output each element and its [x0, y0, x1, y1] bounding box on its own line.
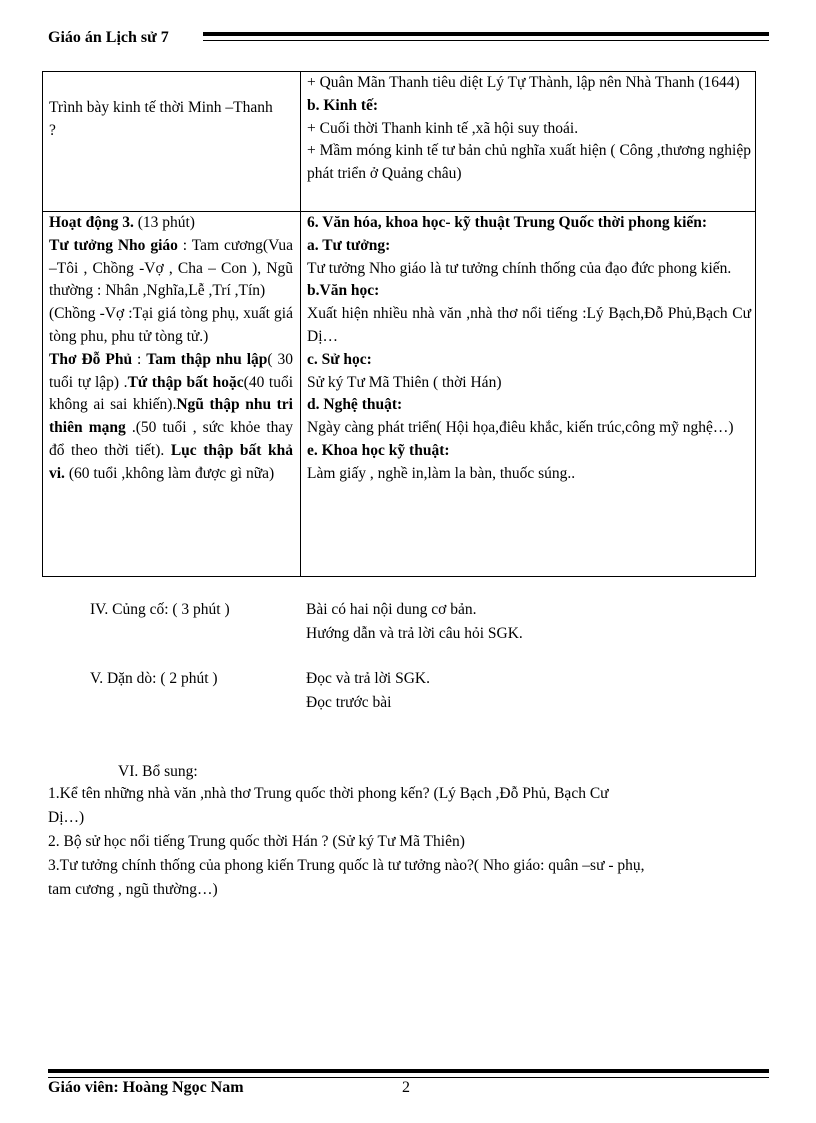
tu-label: Tứ thập bất hoặc: [127, 373, 244, 391]
header-rule: [203, 32, 769, 41]
question-1-line2: Dị…): [48, 809, 85, 826]
row1-line2: + Cuối thời Thanh kinh tế ,xã hội suy thoái.: [307, 119, 579, 137]
section-v-label: V. Dặn dò: ( 2 phút ): [90, 670, 218, 687]
section-v-line1: Đọc và trả lời SGK.: [306, 670, 430, 687]
activity-time: (13 phút): [133, 214, 195, 231]
activity-label: Hoạt động 3.: [49, 214, 134, 231]
section-vi-questions: [48, 782, 778, 902]
tho-separator: :: [132, 350, 147, 368]
nho-label: Tư tưởng Nho giáo: [49, 236, 178, 254]
tam-text: ( 30 tuổi tự lập) .: [49, 350, 293, 391]
row1-answer: [307, 72, 751, 186]
row1-heading: b. Kinh tế:: [307, 96, 379, 114]
tu-text: (40 tuổi không ai sai khiến).: [49, 373, 294, 414]
question-3-line2: tam cương , ngũ thường…): [48, 881, 218, 898]
section-iv-line2: Hướng dẫn và trả lời câu hỏi SGK.: [306, 625, 523, 642]
literature-heading: b.Văn học:: [307, 282, 380, 300]
row1-line1: + Quân Mãn Thanh tiêu diệt Lý Tự Thành, lập nên Nhà Thanh (1644): [307, 74, 740, 91]
thought-heading: a. Tư tưởng:: [307, 236, 391, 254]
nho-note: (Chồng -Vợ :Tại giá tòng phụ, xuất giá tòng phu, phu tử tòng tử.): [49, 305, 293, 345]
footer-teacher-name: Giáo viên: Hoàng Ngọc Nam: [48, 1079, 244, 1096]
literature-text: Xuất hiện nhiều nhà văn ,nhà thơ nổi tiếng :Lý Bạch,Đỗ Phủ,Bạch Cư Dị…: [307, 305, 751, 345]
ngu-label: Ngũ thập nhu tri thiên mạng: [49, 396, 293, 437]
science-heading: e. Khoa học kỹ thuật:: [307, 441, 450, 459]
luc-text: (60 tuổi ,không làm được gì nữa): [64, 464, 275, 482]
art-heading: d. Nghệ thuật:: [307, 396, 403, 414]
tho-label: Thơ Đỗ Phủ: [49, 350, 133, 368]
row2-content: [307, 212, 751, 486]
page-header-title: Giáo án Lịch sử 7: [48, 29, 169, 46]
tam-label: Tam thập nhu lập: [146, 350, 268, 368]
section-iv-content: [306, 598, 523, 646]
luc-label: Lục thập bất khả vi.: [49, 441, 293, 482]
art-text: Ngày càng phát triển( Hội họa,điêu khắc, kiến trúc,công mỹ nghệ…): [307, 419, 734, 437]
row1-line3: + Mầm móng kinh tế tư bản chủ nghĩa xuất hiện ( Công ,thương nghiệp phát triển ở Quảng châu): [307, 142, 751, 183]
section-iv-label: IV. Củng cố: ( 3 phút ): [90, 601, 230, 618]
page-number: 2: [402, 1079, 410, 1096]
section-iv-line1: Bài có hai nội dung cơ bản.: [306, 601, 477, 618]
culture-heading: 6. Văn hóa, khoa học- kỹ thuật Trung Quốc thời phong kiến:: [307, 214, 708, 231]
thought-text: Tư tưởng Nho giáo là tư tưởng chính thống của đạo đức phong kiến.: [307, 259, 732, 277]
history-text: Sử ký Tư Mã Thiên ( thời Hán): [307, 373, 502, 391]
ngu-text: .(50 tuổi , sức khỏe thay đổ theo thời tiết).: [49, 419, 294, 459]
question-3-line1: 3.Tư tưởng chính thống của phong kiến Trung quốc là tư tưởng nào?( Nho giáo: quân –sư - phụ,: [48, 857, 645, 874]
history-heading: c. Sử học:: [307, 350, 372, 368]
nho-text: : Tam cương(Vua –Tôi , Chồng -Vợ , Cha – Con ), Ngũ thường : Nhân ,Nghĩa,Lễ ,Trí ,Tín): [49, 236, 293, 300]
table-column-divider: [300, 72, 301, 576]
section-vi-label: VI. Bổ sung:: [118, 763, 198, 780]
row2-teacher-notes: [49, 212, 293, 486]
row1-question: Trình bày kinh tế thời Minh –Thanh ?: [49, 99, 273, 139]
footer-rule: [48, 1069, 769, 1078]
question-1-line1: 1.Kể tên những nhà văn ,nhà thơ Trung quốc thời phong kến? (Lý Bạch ,Đỗ Phủ, Bạch Cư: [48, 785, 609, 802]
science-text: Làm giấy , nghề in,làm la bàn, thuốc súng..: [307, 464, 576, 482]
question-2: 2. Bộ sử học nổi tiếng Trung quốc thời Hán ? (Sử ký Tư Mã Thiên): [48, 833, 465, 850]
lesson-table: [42, 71, 756, 577]
section-v-content: [306, 667, 430, 715]
section-v-line2: Đọc trước bài: [306, 694, 392, 711]
